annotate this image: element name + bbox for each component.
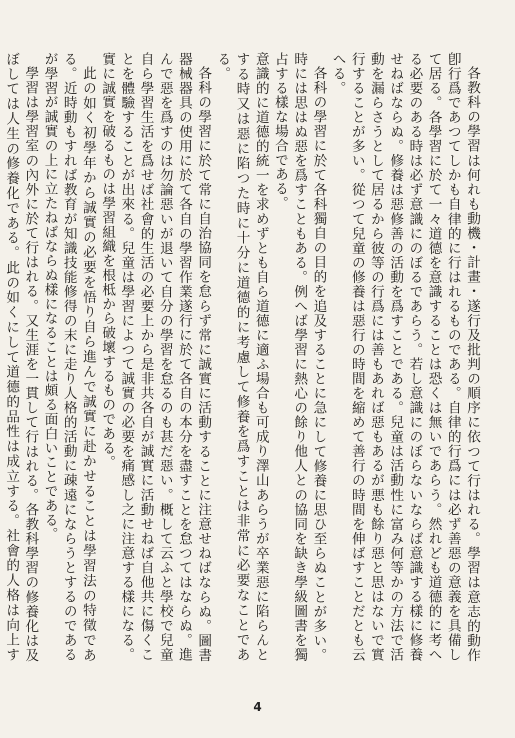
paragraph-2: 各科の學習に於て各科獨自の目的を追及することに急にして修養に思ひ至らぬことが多い。時には思はぬ惡を爲すこともある。例へば學習に熱心の餘り他人との協同を缺き學級圖書を獨占する樣な場合である。 (271, 52, 327, 662)
body-text (3, 52, 481, 662)
paragraph-5: 此の如く初學年から誠實の必要を悟り自ら進んで誠實に赴かせることは學習法の特徵である。近時動もすれば教育が知識技能修得の末に走り人格的活動に疎遠にならうとするのであるが學習が誠實の上に立たねばならぬ樣になることは頗る面白いことである。 (41, 52, 96, 662)
paragraph-4: 各科の學習に於て常に自治協同を怠らず常に誠實に活動することに注意せねばならぬ。圖書器械器具の使用に於て各自の學習作業遂行に於て各自の本分を盡すことを怠つてはならぬ。進んで惡を爲すのは勿論惡いが退いて自分の學習を怠るのも甚だ惡い。概して云ふと學校で兒童自ら學習生活を爲せば社會的生活の必要上から是非共各自が誠實に活動せねば自他共に傷くことを體驗することが出來る。兒童は學習によつて誠實の必要を痛感し之に注意する樣になる。實に誠實を破るものは學習組織を根柢から破壞するものである。 (99, 52, 212, 662)
paragraph-1: 各教科の學習は何れも動機・計畫・遂行及批判の順序に依つて行はれる。學習は意志的動作卽行爲であつてしかも自律的に行はれるものである。自律的行爲には必ず善惡の意義を具備して居る。各學習に於て一々道德を意識することは恐くは無いであらう。然れども道德的に考へる必要のある時は必ず意識にのぼるであらう。若し意識にのぼらないならば意識する樣に修養せねばならぬ。修養は惡修善の活動を爲すことである。兒童は活動性に富み何等かの方法で活動を漏らさうとして居るから彼等の行爲には善もあれば惡もあるが悪も餘り惡と思はないで實行することが多い。從つて兒童の修養は惡行の時間を縮めて善行の時間を伸ばすことだとも云へる。 (329, 52, 480, 662)
paragraph-6: 學習は學習室の內外に於て行はれる。又生涯を一貫して行はれる。各教科學習の修養化は及ぼしては人生の修養化である。此の如くにして道德的品性は成立する。社會的人格は向上す (3, 52, 39, 662)
paragraph-3: 意識的に道德的統一を求めずとも自ら道德に適ふ場合も可成り澤山あらうが卒業惡に陷らんとする時又は惡に陷つた時に十分に道德的に考慮して修養を爲すことは非常に必要なことである。 (214, 52, 269, 662)
page-number: 4 (253, 700, 262, 714)
